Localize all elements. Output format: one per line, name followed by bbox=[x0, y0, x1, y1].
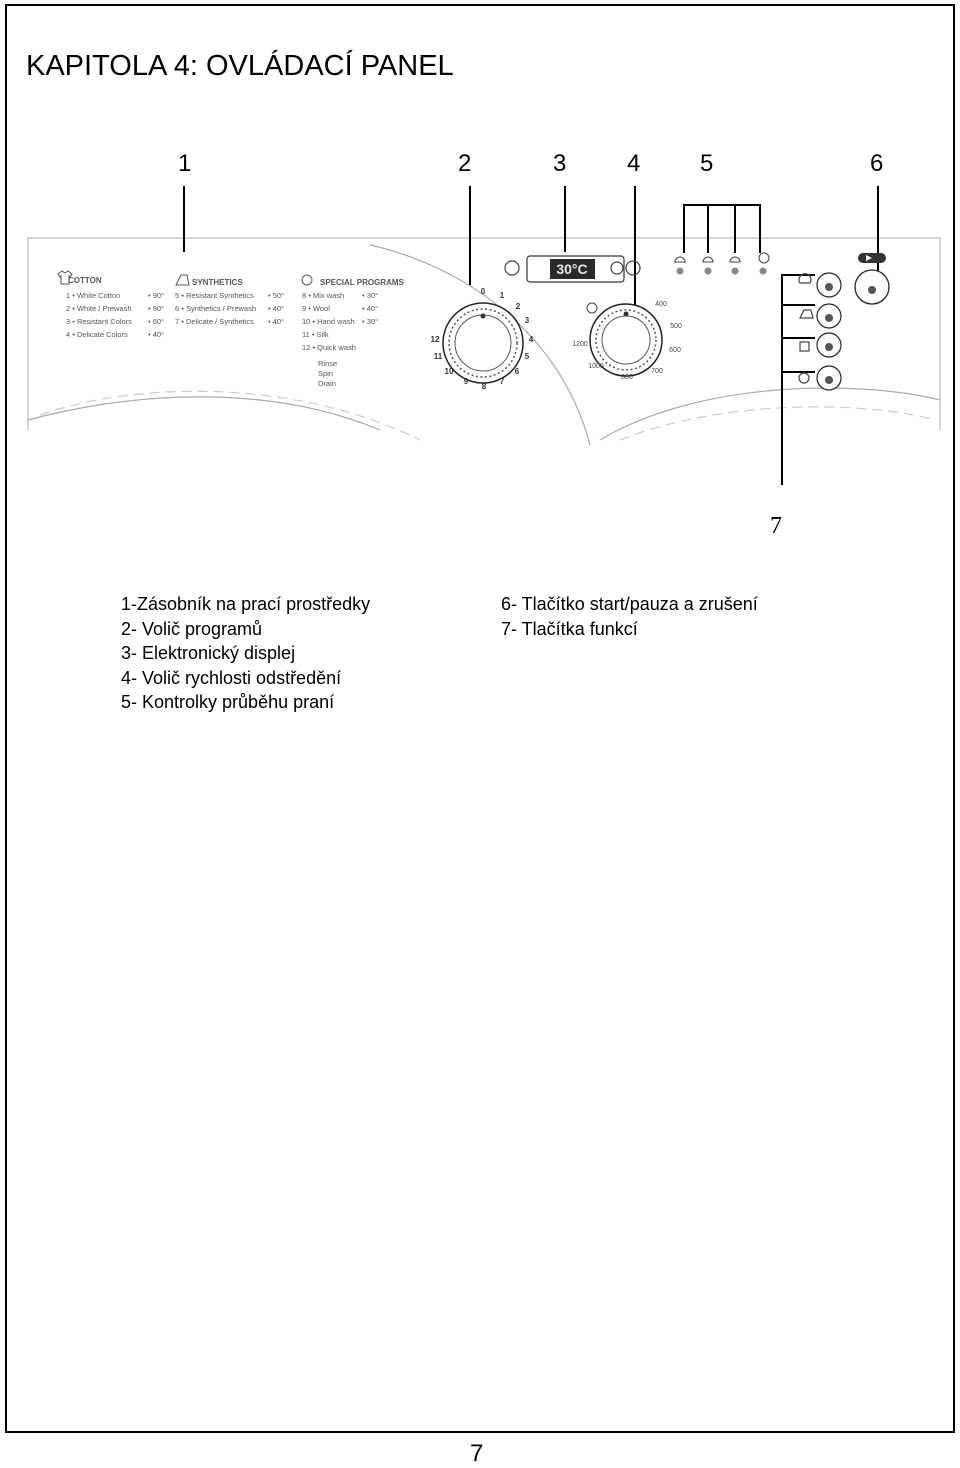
cotton-temp-4: • 40° bbox=[148, 330, 165, 339]
dial-pos-7: 7 bbox=[499, 377, 505, 386]
special-temp-9: • 40° bbox=[362, 304, 379, 313]
dial-pos-5: 5 bbox=[524, 352, 530, 361]
dial-pos-2: 2 bbox=[515, 302, 521, 311]
callout-1: 1 bbox=[178, 150, 192, 177]
legend-item-5: 5- Kontrolky průběhu praní bbox=[121, 692, 335, 712]
spin-500: 500 bbox=[670, 323, 682, 330]
dial-pos-9: 9 bbox=[463, 377, 469, 386]
control-panel-illustration bbox=[0, 0, 960, 560]
synthetics-temp-7: • 40° bbox=[268, 317, 285, 326]
legend-item-7: 7- Tlačítka funkcí bbox=[501, 618, 638, 639]
led-rinse bbox=[705, 268, 712, 275]
callout-4: 4 bbox=[627, 150, 641, 177]
dial-pos-8: 8 bbox=[481, 382, 487, 391]
spin-400: 400 bbox=[655, 301, 667, 308]
synthetics-temp-6: • 40° bbox=[268, 304, 285, 313]
function-button-3[interactable] bbox=[800, 333, 841, 357]
page-number: 7 bbox=[470, 1440, 484, 1467]
cotton-item-1: 1 • White Cotton bbox=[66, 291, 121, 300]
special-item-12: 12 • Quick wash bbox=[302, 343, 356, 352]
rinse-stage-icon bbox=[703, 257, 713, 262]
spin-600: 600 bbox=[669, 347, 681, 354]
special-item-8: 8 • Mix wash bbox=[302, 291, 345, 300]
legend-left bbox=[121, 592, 370, 715]
iron-icon bbox=[176, 275, 189, 285]
synthetics-header: SYNTHETICS bbox=[192, 278, 243, 287]
cotton-item-2: 2 • White / Prewash bbox=[66, 304, 132, 313]
special-section bbox=[302, 278, 405, 388]
callout-5: 5 bbox=[700, 150, 714, 177]
cotton-temp-3: • 60° bbox=[148, 317, 165, 326]
spin-icon bbox=[587, 303, 597, 313]
end-stage-icon bbox=[759, 253, 769, 263]
cotton-item-3: 3 • Resistant Colors bbox=[66, 317, 132, 326]
special-temp-8: • 30° bbox=[362, 291, 379, 300]
led-spin bbox=[732, 268, 739, 275]
dial-pos-10: 10 bbox=[444, 367, 454, 376]
special-extra-rinse: Rinse bbox=[318, 359, 338, 368]
synthetics-item-6: 6 • Synthetics / Prewash bbox=[175, 304, 256, 313]
display-value: 30°C bbox=[556, 261, 588, 277]
led-wash bbox=[677, 268, 684, 275]
function-button-2[interactable] bbox=[800, 304, 841, 328]
timer-button-icon bbox=[626, 261, 640, 275]
cotton-item-4: 4 • Delicate Colors bbox=[66, 330, 128, 339]
spin-1200: 1200 bbox=[572, 341, 588, 348]
cotton-header: COTTON bbox=[68, 276, 102, 285]
special-programs-icon bbox=[302, 275, 312, 285]
dial-pos-12: 12 bbox=[430, 335, 440, 344]
key-icon bbox=[505, 261, 519, 275]
dial-pos-6: 6 bbox=[514, 367, 520, 376]
legend-right bbox=[501, 592, 758, 641]
special-temp-10: • 30° bbox=[362, 317, 379, 326]
spin-1000: 1000 bbox=[588, 363, 604, 370]
start-pause-button[interactable] bbox=[855, 253, 889, 304]
legend-item-3: 3- Elektronický displej bbox=[121, 643, 296, 663]
progress-indicators bbox=[675, 253, 769, 275]
synthetics-temp-5: • 50° bbox=[268, 291, 285, 300]
special-item-11: 11 • Silk bbox=[302, 330, 329, 339]
spin-stage-icon bbox=[730, 257, 740, 262]
callout-7: 7 bbox=[770, 513, 782, 539]
synthetics-item-7: 7 • Delicate / Synthetics bbox=[175, 317, 254, 326]
electronic-display bbox=[505, 256, 640, 282]
legend-item-1: 1-Zásobník na prací prostředky bbox=[121, 594, 371, 614]
spin-800: 800 bbox=[621, 374, 633, 381]
callout-2: 2 bbox=[458, 150, 472, 177]
legend-item-6: 6- Tlačítko start/pauza a zrušení bbox=[501, 594, 758, 614]
dial-pos-11: 11 bbox=[433, 352, 443, 361]
legend-item-4: 4- Volič rychlosti odstředění bbox=[121, 667, 342, 688]
special-extra-spin: Spin bbox=[318, 369, 334, 378]
led-end bbox=[760, 268, 767, 275]
function-button-4[interactable] bbox=[799, 366, 841, 390]
dial-pos-0: 0 bbox=[480, 287, 486, 296]
special-item-10: 10 • Hand wash bbox=[302, 317, 355, 326]
special-header: SPECIAL PROGRAMS bbox=[320, 278, 404, 287]
callout-3: 3 bbox=[553, 150, 567, 177]
spin-700: 700 bbox=[651, 368, 663, 375]
special-item-9: 9 • Wool bbox=[302, 304, 330, 313]
wash-stage-icon bbox=[675, 257, 685, 262]
synthetics-section bbox=[175, 278, 284, 326]
dial-pos-1: 1 bbox=[499, 291, 505, 300]
cotton-section bbox=[66, 276, 164, 339]
program-selector-dial[interactable] bbox=[443, 303, 523, 383]
cotton-temp-2: • 90° bbox=[148, 304, 165, 313]
dial-pos-3: 3 bbox=[524, 316, 530, 325]
dial-pos-4: 4 bbox=[528, 335, 534, 344]
function-button-1[interactable] bbox=[799, 273, 841, 297]
cotton-temp-1: • 90° bbox=[148, 291, 165, 300]
callout-6: 6 bbox=[870, 150, 884, 177]
special-extra-drain: Drain bbox=[318, 379, 336, 388]
legend-item-2: 2- Volič programů bbox=[121, 618, 263, 639]
page-title: KAPITOLA 4: OVLÁDACÍ PANEL bbox=[26, 50, 454, 82]
synthetics-item-5: 5 • Resistant Synthetics bbox=[175, 291, 254, 300]
